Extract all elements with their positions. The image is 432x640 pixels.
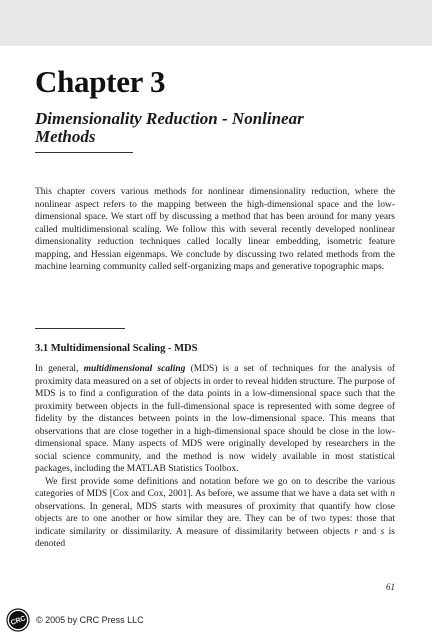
paragraph-1	[35, 363, 395, 476]
paragraph-2-part-c: and	[357, 526, 381, 537]
var-s: s	[380, 526, 385, 537]
page-number: 61	[386, 582, 395, 592]
var-r: r	[354, 526, 358, 537]
chapter-subtitle: Dimensionality Reduction - Nonlinear Methods	[35, 109, 304, 146]
chapter-title: Chapter 3	[35, 64, 166, 99]
paragraph-2-part-a: We first provide some definitions and notation before we go on to describe the various categories of MDS [Cox and Cox, 2001]. As before, we assume that we have a data set with	[35, 476, 395, 499]
crc-press-logo-icon	[6, 608, 30, 632]
chapter-intro: This chapter covers various methods for nonlinear dimensionality reduction, where the nonlinear aspect refers to the mapping between the high-dimensional space and the low-dimensional space. We start off by discussing a method that has been around for many years called multidimensional scaling. We follow this with several recently developed nonlinear dimensionality reduction techniques called locally linear embedding, isometric feature mapping, and Hessian eigenmaps. We conclude by discussing two related methods from the machine learning community called self-organizing maps and generative topographic maps.	[35, 187, 395, 272]
subtitle-divider	[35, 152, 133, 153]
footer	[6, 608, 144, 632]
crc-logo-text: CRC	[10, 615, 27, 627]
section-heading: 3.1 Multidimensional Scaling - MDS	[35, 343, 198, 354]
header-band	[0, 0, 432, 46]
paragraph-2	[35, 476, 395, 551]
paragraph-2-part-b: observations. In general, MDS starts with measures of proximity that quantify how close objects are to one another or how similar they are. They can be of two types: those that indicate similarity or dissimilarity. A measure of dissimilarity between objects	[35, 501, 395, 537]
paragraph-1-rest: (MDS) is a set of techniques for the analysis of proximity data measured on a set of objects in order to reveal hidden structure. The purpose of MDS is to find a configuration of the data points in a low-dimensional space such that the proximity between objects in the full-dimensional space is represented with some degree of fidelity by the distances between points in the low-dimensional space. This means that observations that are close together in a high-dimensional space should be close in the low-dimensional space. Many aspects of MDS were originally developed by researchers in the social science community, and the method is now widely available in most statistical packages, including the MATLAB Statistics Toolbox.	[35, 364, 395, 474]
term-multidimensional-scaling: multidimensional scaling	[83, 364, 186, 374]
paragraph-2-part-d: is denoted	[35, 526, 396, 549]
paragraph-1-start: In general,	[35, 364, 84, 374]
section-body	[35, 363, 395, 551]
copyright-notice: © 2005 by CRC Press LLC	[36, 615, 144, 625]
section-divider	[35, 328, 125, 329]
var-n: n	[390, 489, 395, 499]
